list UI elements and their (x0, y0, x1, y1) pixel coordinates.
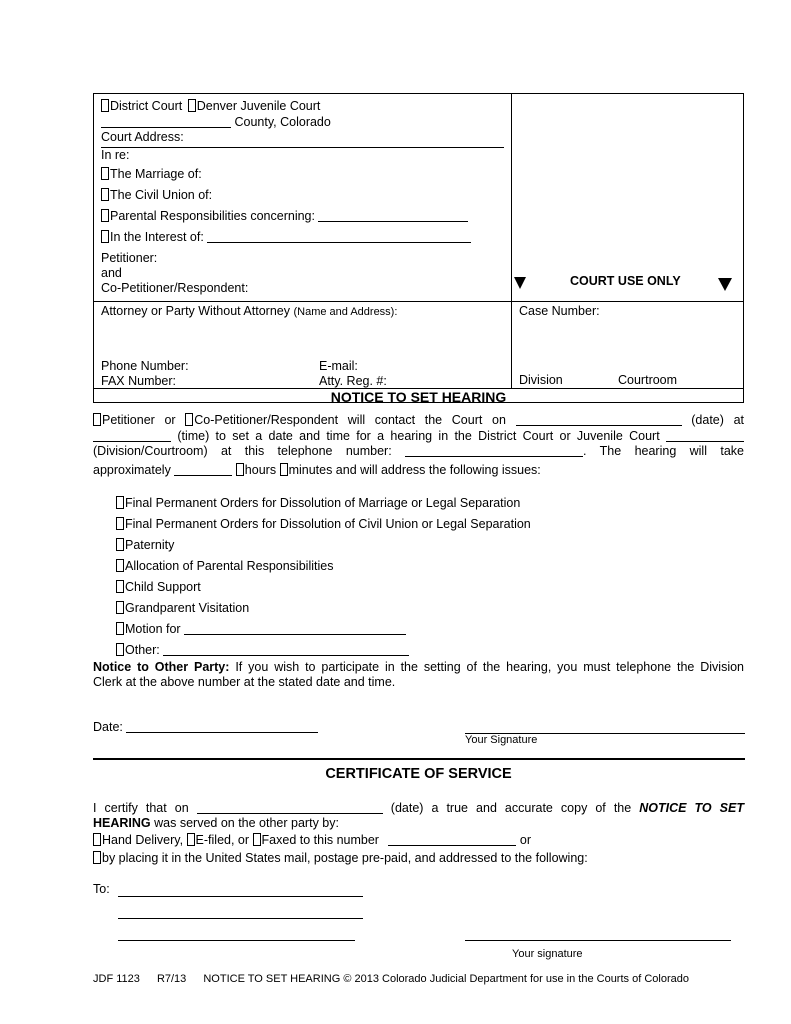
issue-item: Motion for (116, 622, 406, 636)
issue-checkbox[interactable] (116, 517, 124, 530)
parental-checkbox[interactable] (101, 209, 109, 222)
courtroom-label: Courtroom (618, 373, 678, 387)
parental-label: Parental Responsibilities concerning: (110, 209, 315, 223)
certify-line-2: HEARING was served on the other party by: (93, 816, 339, 830)
interest-field[interactable] (207, 230, 471, 243)
county-field[interactable] (101, 115, 231, 128)
notice-line-1: Notice to Other Party: If you wish to participate in the setting of the hearing, you must telephone the Division (93, 660, 745, 674)
fax-number-field[interactable] (388, 833, 516, 846)
service-date-field[interactable] (197, 801, 383, 814)
issue-item: Final Permanent Orders for Dissolution of Marriage or Legal Separation (116, 496, 520, 510)
issue-checkbox[interactable] (116, 496, 124, 509)
address-line-3[interactable] (118, 940, 355, 941)
telephone-field[interactable] (405, 444, 583, 457)
form-number: JDF 1123 (93, 973, 140, 985)
certificate-signature-label: Your signature (512, 948, 583, 960)
caption-row-divider (93, 301, 744, 302)
phone-label: Phone Number: (101, 359, 189, 373)
issue-checkbox[interactable] (116, 559, 124, 572)
date-field[interactable] (126, 720, 318, 733)
interest-row (101, 230, 471, 244)
address-line-2[interactable] (118, 918, 363, 919)
motion-field[interactable] (184, 622, 406, 635)
other-field[interactable] (163, 643, 409, 656)
parental-row (101, 209, 468, 223)
body-line-1: Petitioner or Co-Petitioner/Respondent will contact the Court on (date) at (93, 413, 744, 427)
court-select-row (101, 99, 320, 113)
denver-juvenile-label: Denver Juvenile Court (196, 99, 321, 113)
certify-line-1: I certify that on (date) a true and accurate copy of the NOTICE TO SET (93, 801, 744, 815)
issue-item: Final Permanent Orders for Dissolution of Civil Union or Legal Separation (116, 517, 531, 531)
county-label: County, Colorado (234, 115, 331, 129)
court-address-field[interactable] (101, 147, 504, 148)
civil-union-label: The Civil Union of: (110, 188, 213, 202)
caption-divider (511, 93, 512, 388)
arrow-down-icon (718, 278, 732, 291)
parental-field[interactable] (318, 209, 468, 222)
attorney-label: Attorney or Party Without Attorney (Name and Address): (101, 304, 398, 318)
fax-label: FAX Number: (101, 374, 177, 388)
district-court-label: District Court (110, 99, 183, 113)
certificate-signature-field[interactable] (465, 940, 731, 941)
atty-reg-label: Atty. Reg. #: (319, 374, 387, 388)
section-separator (93, 758, 745, 760)
civil-union-row (101, 188, 212, 202)
address-line-1[interactable] (118, 896, 363, 897)
division-courtroom-field[interactable] (666, 429, 744, 442)
and-label: and (101, 266, 122, 280)
arrow-down-icon (514, 277, 526, 289)
district-court-checkbox[interactable] (101, 99, 109, 112)
marriage-row (101, 167, 202, 181)
civil-union-checkbox[interactable] (101, 188, 109, 201)
court-use-only-label: COURT USE ONLY (570, 274, 681, 288)
in-re-label: In re: (101, 148, 130, 162)
hours-checkbox[interactable] (236, 463, 244, 476)
date-row: Date: (93, 720, 318, 734)
co-petitioner-label: Co-Petitioner/Respondent: (101, 281, 249, 295)
signature-label: Your Signature (465, 734, 538, 746)
issue-checkbox[interactable] (116, 601, 124, 614)
petitioner-checkbox[interactable] (93, 413, 101, 426)
mail-row: by placing it in the United States mail, postage pre-paid, and addressed to the following: (93, 851, 588, 865)
body-line-3: (Division/Courtroom) at this telephone number: . The hearing will take (93, 444, 744, 458)
marriage-checkbox[interactable] (101, 167, 109, 180)
footer-text: NOTICE TO SET HEARING © 2013 Colorado Judicial Department for use in the Courts of Colorado (203, 973, 689, 985)
petitioner-label: Petitioner: (101, 251, 158, 265)
body-line-2: (time) to set a date and time for a hearing in the District Court or Juvenile Court (93, 429, 744, 443)
issue-item: Other: (116, 643, 409, 657)
issue-checkbox[interactable] (116, 622, 124, 635)
service-method-row: Hand Delivery, E-filed, or Faxed to this number or (93, 833, 531, 847)
court-address-label: Court Address: (101, 130, 184, 144)
issue-checkbox[interactable] (116, 580, 124, 593)
denver-juvenile-checkbox[interactable] (188, 99, 196, 112)
issue-item: Grandparent Visitation (116, 601, 249, 615)
division-label: Division (519, 373, 563, 387)
caption-box (93, 93, 744, 403)
minutes-checkbox[interactable] (280, 463, 288, 476)
case-number-label: Case Number: (519, 304, 600, 318)
email-label: E-mail: (319, 359, 358, 373)
form-revision: R7/13 (156, 973, 187, 985)
interest-checkbox[interactable] (101, 230, 109, 243)
footer (93, 973, 689, 985)
issue-item: Paternity (116, 538, 174, 552)
body-line-4: approximately hours minutes and will address the following issues: (93, 463, 541, 477)
mail-checkbox[interactable] (93, 851, 101, 864)
county-row (101, 115, 331, 129)
interest-label: In the Interest of: (110, 230, 204, 244)
time-field[interactable] (93, 429, 171, 442)
page-title: NOTICE TO SET HEARING (330, 389, 507, 405)
contact-date-field[interactable] (516, 413, 682, 426)
issue-checkbox[interactable] (116, 538, 124, 551)
notice-line-2: Clerk at the above number at the stated date and time. (93, 675, 396, 689)
marriage-label: The Marriage of: (110, 167, 202, 181)
hand-delivery-checkbox[interactable] (93, 833, 101, 846)
court-use-only (514, 274, 742, 292)
efiled-checkbox[interactable] (187, 833, 195, 846)
co-petitioner-checkbox[interactable] (185, 413, 193, 426)
duration-field[interactable] (174, 463, 232, 476)
issue-item: Allocation of Parental Responsibilities (116, 559, 333, 573)
to-label: To: (93, 882, 110, 896)
issue-checkbox[interactable] (116, 643, 124, 656)
faxed-checkbox[interactable] (253, 833, 261, 846)
issue-item: Child Support (116, 580, 201, 594)
certificate-title: CERTIFICATE OF SERVICE (325, 766, 512, 782)
